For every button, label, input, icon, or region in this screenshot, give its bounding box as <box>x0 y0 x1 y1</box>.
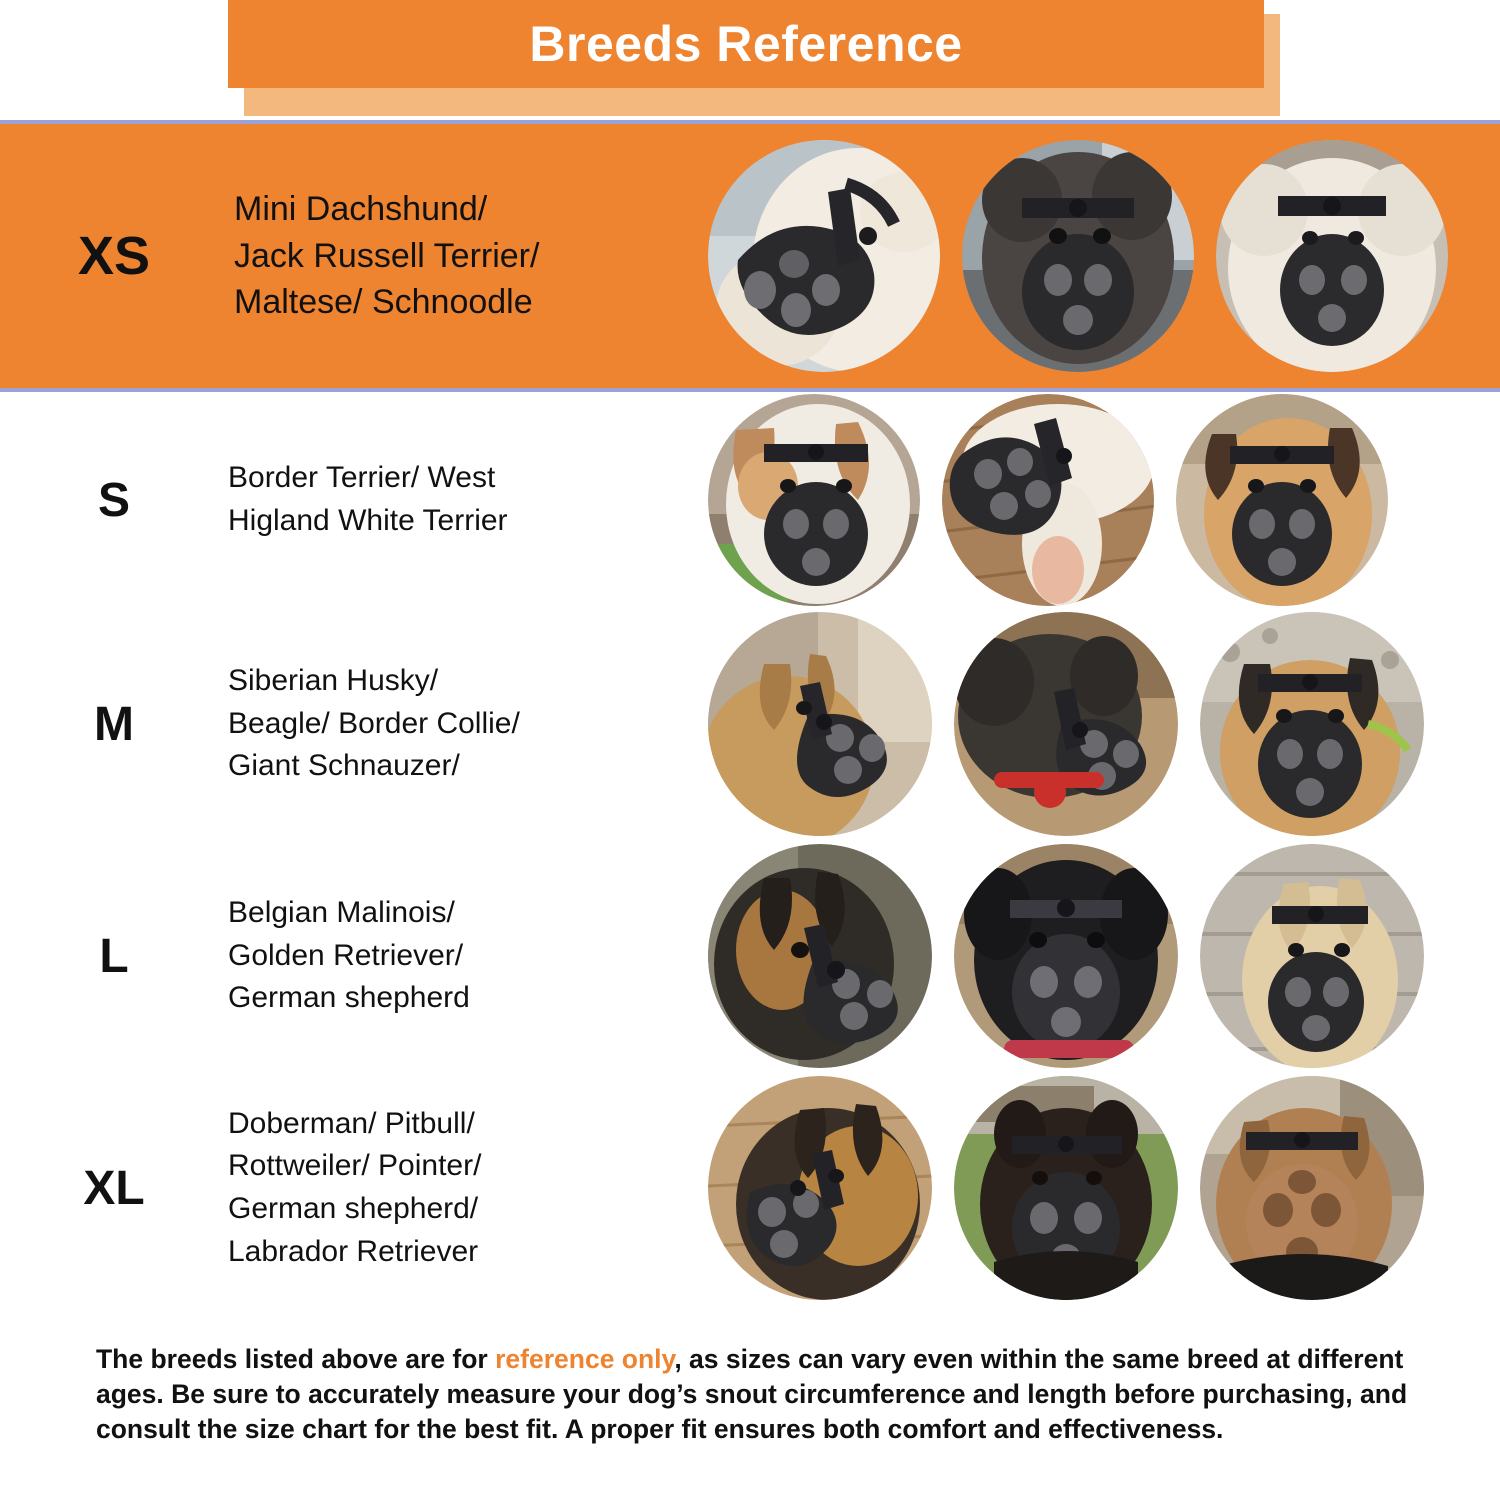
photo-xs-1 <box>708 140 940 372</box>
breeds-line: German shepherd <box>228 981 470 1015</box>
breed-row-xs <box>0 120 1500 392</box>
header <box>0 0 1500 120</box>
breeds-line: German shepherd/ <box>228 1192 479 1225</box>
breeds-line: Beagle/ Border Collie/ <box>228 706 520 740</box>
size-label-xl: XL <box>83 1161 145 1215</box>
photos-l <box>708 844 1500 1068</box>
breeds-line: Rottweiler/ Pointer/ <box>228 1149 482 1183</box>
photo-l-1 <box>708 844 932 1068</box>
photo-s-1 <box>708 394 920 606</box>
photo-xl-2 <box>954 1076 1178 1300</box>
photo-l-2 <box>954 844 1178 1068</box>
size-label-xs: XS <box>77 226 151 286</box>
photo-m-2 <box>954 612 1178 836</box>
breed-row-s <box>0 392 1500 608</box>
breeds-line: Golden Retriever/ <box>228 938 464 972</box>
page-title: Breeds Reference <box>529 16 963 72</box>
photo-l-3 <box>1200 844 1424 1068</box>
breed-row-xl <box>0 1072 1500 1304</box>
footer-note <box>96 1342 1430 1447</box>
photos-s <box>708 394 1500 606</box>
size-label-l: L <box>99 929 129 983</box>
size-label-s: S <box>97 473 130 527</box>
breed-row-l <box>0 840 1500 1072</box>
breeds-list-m <box>228 660 708 788</box>
breeds-line: Mini Dachshund/ <box>234 189 488 228</box>
footer-accent: reference only <box>495 1344 675 1374</box>
photo-xl-3 <box>1200 1076 1424 1300</box>
photo-s-3 <box>1176 394 1388 606</box>
breed-row-m <box>0 608 1500 840</box>
footer-part2: , as sizes can vary even within the same breed at different ages. Be sure to accurately measure your dog’s snout circumference and length before purchasing, and consult the size chart for the best fit. A proper fit ensures both comfort and effectiveness. <box>96 1344 1408 1444</box>
breeds-line: Siberian Husky/ <box>228 664 439 698</box>
breeds-line: Jack Russell Terrier/ <box>234 236 540 275</box>
breeds-line: Giant Schnauzer/ <box>228 749 460 783</box>
photo-xs-3 <box>1216 140 1448 372</box>
size-label-m: M <box>94 697 134 751</box>
breeds-line: Labrador Retriever <box>228 1234 479 1268</box>
photo-m-1 <box>708 612 932 836</box>
breeds-list-l <box>228 892 708 1020</box>
photo-s-2 <box>942 394 1154 606</box>
breeds-line: Higland White Terrier <box>228 504 508 537</box>
breeds-line: Border Terrier/ West <box>228 461 496 495</box>
photo-m-3 <box>1200 612 1424 836</box>
breeds-list-s <box>228 457 708 542</box>
breeds-line: Doberman/ Pitbull/ <box>228 1106 475 1140</box>
header-bar <box>228 0 1264 88</box>
breeds-list-xl <box>228 1103 708 1273</box>
photo-xl-1 <box>708 1076 932 1300</box>
photos-xs <box>708 140 1500 372</box>
photos-m <box>708 612 1500 836</box>
breeds-line: Maltese/ Schnoodle <box>234 283 533 322</box>
photos-xl <box>708 1076 1500 1300</box>
photo-xs-2 <box>962 140 1194 372</box>
breeds-line: Belgian Malinois/ <box>228 896 455 930</box>
breeds-list-xs <box>228 186 708 327</box>
footer-part1: The breeds listed above are for <box>96 1344 496 1374</box>
